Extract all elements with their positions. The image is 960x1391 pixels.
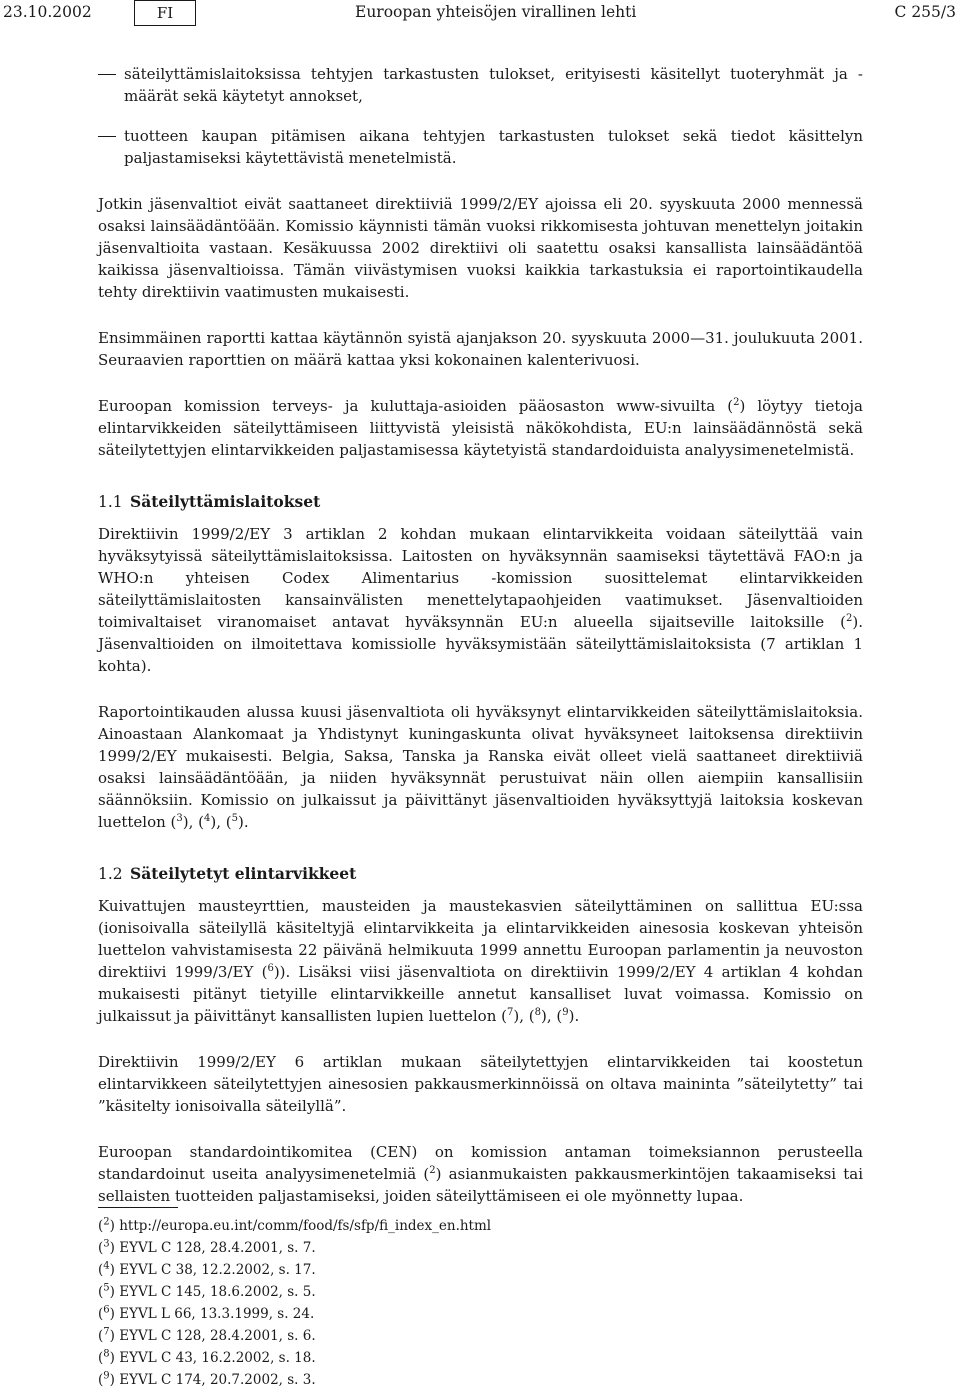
- footnote: ($^2$) http://europa.eu.int/comm/food/fs/sfp/fi_index_en.html: [98, 1216, 492, 1234]
- dash-bullet: [98, 136, 116, 137]
- section-heading: [98, 491, 863, 513]
- dash-item-text: säteilyttämislaitoksissa tehtyjen tarkastusten tulokset, erityisesti käsitellyt tuoteryhmät ja -määrät sekä käytetyt annokset,: [124, 65, 863, 105]
- paragraph-labelling: Direktiivin 1999/2/EY 6 artiklan mukaan säteilytettyjen elintarvikkeiden tai koostetun elintarvikkeen säteilytettyjen ainesosien pakkausmerkinnöissä on oltava maininta ”säteilytetty” tai ”käsitelty ionisoivalla säteilyllä”.: [98, 1053, 863, 1115]
- footnote-ref: 5: [231, 813, 239, 824]
- footnote-ref: 8: [534, 1007, 541, 1018]
- footnote: ($^3$) EYVL C 128, 28.4.2001, s. 7.: [98, 1238, 316, 1256]
- section-heading: [98, 863, 863, 885]
- footnotes: [98, 1215, 863, 1391]
- header-date: 23.10.2002: [3, 3, 92, 21]
- footnote-ref: 6: [267, 963, 274, 974]
- paragraph-approval: Direktiivin 1999/2/EY 3 artiklan 2 kohdan mukaan elintarvikkeita voidaan säteilyttää vain hyväksytyissä säteilyttämislaitoksissa. Laitosten on hyväksynnän saamiseksi täytettävä FAO:n ja WHO:n yhteisen Codex Alimentarius -komission suosittelemat elintarvikkeiden säteilyttämislaitosten kansainvälisten menettelytapaohjeiden vaatimukset. Jäsenvaltioiden toimivaltaiset viranomaiset antavat hyväksynnän EU:n alueella sijaitseville laitoksille ($^2$). Jäsenvaltioiden on ilmoitettava komissiolle hyväksymistään säteilyttämislaitoksista (7 artiklan 1 kohta).: [98, 525, 863, 675]
- footnote-ref: 9: [562, 1007, 569, 1018]
- paragraph-approved-facilities: Raportointikauden alussa kuusi jäsenvaltiota oli hyväksynyt elintarvikkeiden säteilyttämislaitoksia. Ainoastaan Alankomaat ja Yhdistynyt kuningaskunta olivat hyväksyneet laitoksensa direktiivin 1999/2/EY mukaisesti. Belgia, Saksa, Tanska ja Ranska eivät olleet vielä saattaneet direktiiviä osaksi lainsäädäntöään, ja niiden hyväksynnät perustuivat näin ollen aiempiin kansallisiin säännöksiin. Komissio on julkaissut ja päivittänyt jäsenvaltioiden hyväksyttyjä laitoksia koskevan luettelon ($^3$), ($^4$), ($^5$).: [98, 703, 863, 831]
- paragraph-commission-website: Euroopan komission terveys- ja kuluttaja-asioiden pääosaston www-sivuilta ($^2$) löytyy tietoja elintarvikkeiden säteilyttämiseen liittyvistä yleisistä näkökohdista, EU:n lainsäädännöstä sekä säteilytettyjen elintarvikkeiden paljastamisessa käytetyistä standardoiduista analyysimenetelmistä.: [98, 397, 863, 459]
- footnote: ($^6$) EYVL L 66, 13.3.1999, s. 24.: [98, 1304, 315, 1322]
- footnote: ($^7$) EYVL C 128, 28.4.2001, s. 6.: [98, 1326, 316, 1344]
- dash-list-item: [98, 125, 863, 169]
- dash-list-item: [98, 63, 863, 107]
- paragraph-cen-standards: Euroopan standardointikomitea (CEN) on komission antaman toimeksiannon perusteella standardoinut useita analyysimenetelmiä ($^2$) asianmukaisten pakkausmerkintöjen takaamiseksi tai sellaisten tuotteiden paljastamiseksi, joiden säteilyttämiseen ei ole myönnetty lupaa.: [98, 1143, 863, 1205]
- footnote-ref: 2: [846, 613, 853, 624]
- footnote-ref: 3: [176, 813, 183, 824]
- footnote-ref: 2: [429, 1165, 436, 1176]
- footnote-ref: 4: [204, 813, 211, 824]
- paragraph-authorised-irradiation: Kuivattujen mausteyrttien, mausteiden ja maustekasvien säteilyttäminen on sallittua EU:ssa (ionisoivalla säteilyllä käsiteltyjä elintarvikkeita ja elintarvikkeiden ainesosia koskevan yhteisön luettelon vahvistamisesta 22 päivänä helmikuuta 1999 annettu Euroopan parlamentin ja neuvoston direktiivi 1999/3/EY ($^6$)). Lisäksi viisi jäsenvaltiota on direktiivin 1999/2/EY 4 artiklan 4 kohdan mukaisesti pitänyt tietyille elintarvikkeille annetut kansalliset luvat voimassa. Komissio on julkaissut ja päivittänyt kansallisten lupien luettelon ($^7$), ($^8$), ($^9$).: [98, 897, 864, 1025]
- footnote: ($^4$) EYVL C 38, 12.2.2002, s. 17.: [98, 1260, 316, 1278]
- section-title: Säteilyttämislaitokset: [130, 492, 321, 511]
- footnote-ref: 2: [733, 397, 740, 408]
- section-title: Säteilytetyt elintarvikkeet: [130, 864, 357, 883]
- page-reference: C 255/3: [894, 3, 956, 21]
- document-body: [98, 63, 863, 1207]
- dash-bullet: [98, 74, 116, 75]
- language-code-box: FI: [134, 0, 196, 26]
- page-header: [0, 0, 960, 30]
- journal-title: Euroopan yhteisöjen virallinen lehti: [355, 3, 637, 21]
- section-number: 1.2: [98, 865, 123, 883]
- paragraph-transposition-delay: Jotkin jäsenvaltiot eivät saattaneet direktiiviä 1999/2/EY ajoissa eli 20. syyskuuta 2000 mennessä osaksi lainsäädäntöään. Komissio käynnisti tämän vuoksi rikkomisesta johtuvan menettelyn joitakin jäsenvaltioita vastaan. Kesäkuussa 2002 direktiivi oli saatettu osaksi kansallista lainsäädäntöä kaikissa jäsenvaltioissa. Tämän viivästymisen vuoksi kaikkia tarkastuksia ei raportointikaudella tehty direktiivin vaatimusten mukaisesti.: [98, 195, 863, 301]
- footnote: ($^5$) EYVL C 145, 18.6.2002, s. 5.: [98, 1282, 316, 1300]
- footnote-ref: 7: [507, 1007, 514, 1018]
- paragraph-report-period: Ensimmäinen raportti kattaa käytännön syistä ajanjakson 20. syyskuuta 2000—31. joulukuuta 2001. Seuraavien raporttien on määrä kattaa yksi kokonainen kalenterivuosi.: [98, 329, 863, 369]
- section-number: 1.1: [98, 493, 123, 511]
- footnote: ($^8$) EYVL C 43, 16.2.2002, s. 18.: [98, 1348, 316, 1366]
- footnote: ($^9$) EYVL C 174, 20.7.2002, s. 3.: [98, 1370, 316, 1388]
- footnote-divider: [98, 1207, 178, 1208]
- dash-item-text: tuotteen kaupan pitämisen aikana tehtyjen tarkastusten tulokset sekä tiedot käsittelyn paljastamiseksi käytettävistä menetelmistä.: [124, 127, 863, 167]
